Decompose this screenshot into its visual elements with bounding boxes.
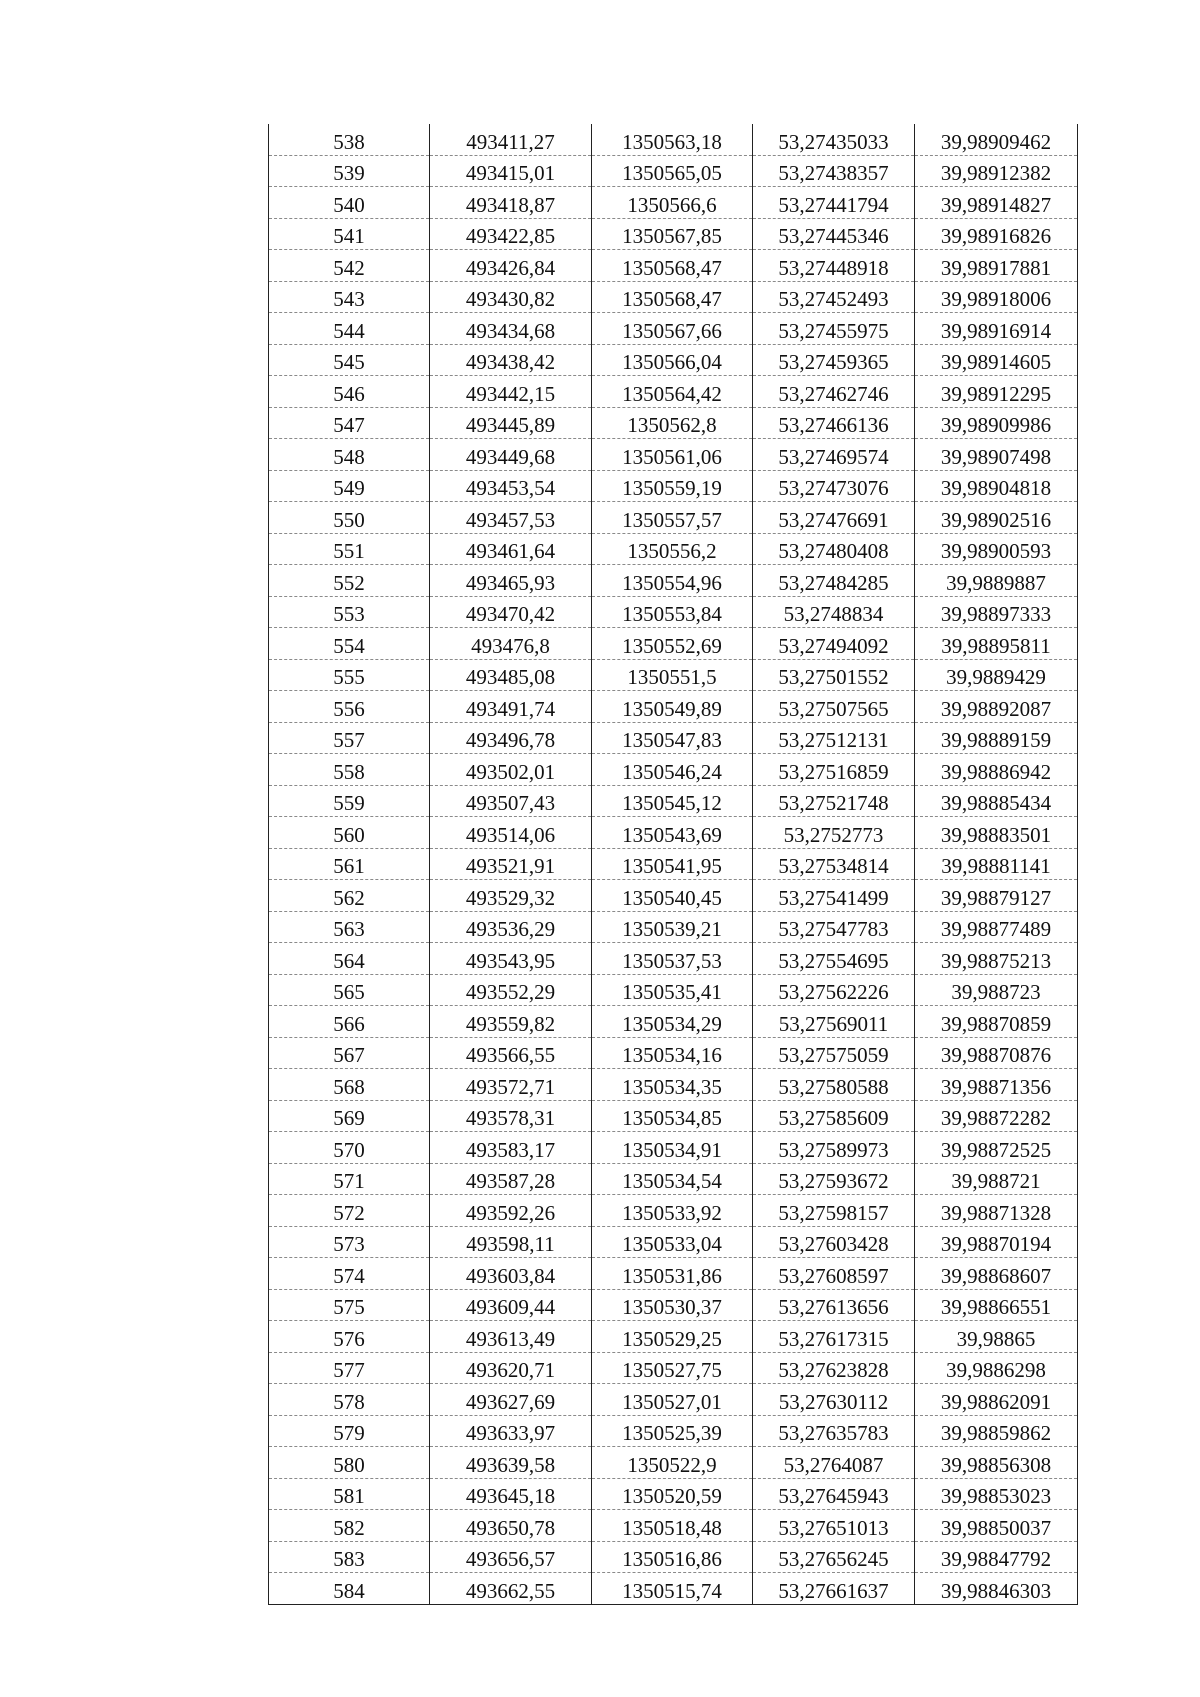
y-coordinate-cell: 1350540,45 (592, 880, 753, 912)
longitude-cell: 39,98916826 (915, 218, 1078, 250)
x-coordinate-cell: 493476,8 (430, 628, 592, 660)
table-row (269, 281, 1078, 313)
y-coordinate-cell: 1350554,96 (592, 565, 753, 597)
x-coordinate-cell: 493572,71 (430, 1069, 592, 1101)
latitude-cell: 53,27459365 (753, 344, 915, 376)
latitude-cell: 53,27441794 (753, 187, 915, 219)
x-coordinate-cell: 493633,97 (430, 1415, 592, 1447)
x-coordinate-cell: 493507,43 (430, 785, 592, 817)
table-row (269, 376, 1078, 408)
y-coordinate-cell: 1350529,25 (592, 1321, 753, 1353)
y-coordinate-cell: 1350546,24 (592, 754, 753, 786)
y-coordinate-cell: 1350547,83 (592, 722, 753, 754)
latitude-cell: 53,27462746 (753, 376, 915, 408)
x-coordinate-cell: 493603,84 (430, 1258, 592, 1290)
x-coordinate-cell: 493502,01 (430, 754, 592, 786)
x-coordinate-cell: 493453,54 (430, 470, 592, 502)
table-row (269, 1132, 1078, 1164)
longitude-cell: 39,98872525 (915, 1132, 1078, 1164)
point-number-cell: 552 (269, 565, 430, 597)
x-coordinate-cell: 493587,28 (430, 1163, 592, 1195)
longitude-cell: 39,98892087 (915, 691, 1078, 723)
table-row (269, 1384, 1078, 1416)
latitude-cell: 53,27613656 (753, 1289, 915, 1321)
x-coordinate-cell: 493598,11 (430, 1226, 592, 1258)
latitude-cell: 53,27635783 (753, 1415, 915, 1447)
longitude-cell: 39,9886298 (915, 1352, 1078, 1384)
y-coordinate-cell: 1350567,66 (592, 313, 753, 345)
latitude-cell: 53,27623828 (753, 1352, 915, 1384)
x-coordinate-cell: 493620,71 (430, 1352, 592, 1384)
longitude-cell: 39,98859862 (915, 1415, 1078, 1447)
table-row (269, 848, 1078, 880)
point-number-cell: 546 (269, 376, 430, 408)
x-coordinate-cell: 493434,68 (430, 313, 592, 345)
longitude-cell: 39,98885434 (915, 785, 1078, 817)
point-number-cell: 582 (269, 1510, 430, 1542)
y-coordinate-cell: 1350530,37 (592, 1289, 753, 1321)
point-number-cell: 572 (269, 1195, 430, 1227)
latitude-cell: 53,27534814 (753, 848, 915, 880)
point-number-cell: 548 (269, 439, 430, 471)
y-coordinate-cell: 1350534,54 (592, 1163, 753, 1195)
latitude-cell: 53,27512131 (753, 722, 915, 754)
point-number-cell: 569 (269, 1100, 430, 1132)
latitude-cell: 53,27448918 (753, 250, 915, 282)
longitude-cell: 39,98871328 (915, 1195, 1078, 1227)
latitude-cell: 53,27603428 (753, 1226, 915, 1258)
point-number-cell: 567 (269, 1037, 430, 1069)
latitude-cell: 53,27651013 (753, 1510, 915, 1542)
latitude-cell: 53,27494092 (753, 628, 915, 660)
table-row (269, 1573, 1078, 1605)
longitude-cell: 39,98916914 (915, 313, 1078, 345)
x-coordinate-cell: 493656,57 (430, 1541, 592, 1573)
table-row (269, 565, 1078, 597)
longitude-cell: 39,98902516 (915, 502, 1078, 534)
x-coordinate-cell: 493422,85 (430, 218, 592, 250)
table-row (269, 344, 1078, 376)
longitude-cell: 39,98847792 (915, 1541, 1078, 1573)
y-coordinate-cell: 1350541,95 (592, 848, 753, 880)
point-number-cell: 542 (269, 250, 430, 282)
latitude-cell: 53,27484285 (753, 565, 915, 597)
x-coordinate-cell: 493496,78 (430, 722, 592, 754)
point-number-cell: 541 (269, 218, 430, 250)
longitude-cell: 39,988723 (915, 974, 1078, 1006)
table-row (269, 502, 1078, 534)
longitude-cell: 39,98870859 (915, 1006, 1078, 1038)
table-row (269, 1163, 1078, 1195)
x-coordinate-cell: 493662,55 (430, 1573, 592, 1605)
y-coordinate-cell: 1350543,69 (592, 817, 753, 849)
latitude-cell: 53,27661637 (753, 1573, 915, 1605)
x-coordinate-cell: 493609,44 (430, 1289, 592, 1321)
table-row (269, 1510, 1078, 1542)
point-number-cell: 568 (269, 1069, 430, 1101)
y-coordinate-cell: 1350562,8 (592, 407, 753, 439)
latitude-cell: 53,2752773 (753, 817, 915, 849)
y-coordinate-cell: 1350566,6 (592, 187, 753, 219)
table-row (269, 1415, 1078, 1447)
table-row (269, 218, 1078, 250)
longitude-cell: 39,98912382 (915, 155, 1078, 187)
latitude-cell: 53,27630112 (753, 1384, 915, 1416)
x-coordinate-cell: 493430,82 (430, 281, 592, 313)
table-row (269, 124, 1078, 155)
table-row (269, 974, 1078, 1006)
latitude-cell: 53,27476691 (753, 502, 915, 534)
longitude-cell: 39,98912295 (915, 376, 1078, 408)
longitude-cell: 39,98862091 (915, 1384, 1078, 1416)
x-coordinate-cell: 493449,68 (430, 439, 592, 471)
latitude-cell: 53,27480408 (753, 533, 915, 565)
latitude-cell: 53,27593672 (753, 1163, 915, 1195)
latitude-cell: 53,27445346 (753, 218, 915, 250)
point-number-cell: 540 (269, 187, 430, 219)
latitude-cell: 53,27541499 (753, 880, 915, 912)
table-row (269, 439, 1078, 471)
y-coordinate-cell: 1350516,86 (592, 1541, 753, 1573)
latitude-cell: 53,27507565 (753, 691, 915, 723)
longitude-cell: 39,98870876 (915, 1037, 1078, 1069)
point-number-cell: 544 (269, 313, 430, 345)
longitude-cell: 39,98914605 (915, 344, 1078, 376)
latitude-cell: 53,27585609 (753, 1100, 915, 1132)
x-coordinate-cell: 493578,31 (430, 1100, 592, 1132)
point-number-cell: 576 (269, 1321, 430, 1353)
latitude-cell: 53,27473076 (753, 470, 915, 502)
coordinates-table (268, 124, 1078, 1605)
latitude-cell: 53,27656245 (753, 1541, 915, 1573)
y-coordinate-cell: 1350563,18 (592, 124, 753, 155)
latitude-cell: 53,27575059 (753, 1037, 915, 1069)
point-number-cell: 575 (269, 1289, 430, 1321)
y-coordinate-cell: 1350551,5 (592, 659, 753, 691)
y-coordinate-cell: 1350556,2 (592, 533, 753, 565)
latitude-cell: 53,2748834 (753, 596, 915, 628)
point-number-cell: 580 (269, 1447, 430, 1479)
point-number-cell: 574 (269, 1258, 430, 1290)
latitude-cell: 53,27562226 (753, 974, 915, 1006)
x-coordinate-cell: 493470,42 (430, 596, 592, 628)
longitude-cell: 39,98914827 (915, 187, 1078, 219)
longitude-cell: 39,98875213 (915, 943, 1078, 975)
x-coordinate-cell: 493559,82 (430, 1006, 592, 1038)
table-row (269, 250, 1078, 282)
y-coordinate-cell: 1350534,16 (592, 1037, 753, 1069)
latitude-cell: 53,2764087 (753, 1447, 915, 1479)
latitude-cell: 53,27547783 (753, 911, 915, 943)
table-row (269, 880, 1078, 912)
x-coordinate-cell: 493457,53 (430, 502, 592, 534)
x-coordinate-cell: 493491,74 (430, 691, 592, 723)
x-coordinate-cell: 493583,17 (430, 1132, 592, 1164)
longitude-cell: 39,98877489 (915, 911, 1078, 943)
y-coordinate-cell: 1350537,53 (592, 943, 753, 975)
longitude-cell: 39,98904818 (915, 470, 1078, 502)
y-coordinate-cell: 1350531,86 (592, 1258, 753, 1290)
table-row (269, 1289, 1078, 1321)
x-coordinate-cell: 493627,69 (430, 1384, 592, 1416)
point-number-cell: 563 (269, 911, 430, 943)
x-coordinate-cell: 493552,29 (430, 974, 592, 1006)
table-row (269, 1321, 1078, 1353)
latitude-cell: 53,27455975 (753, 313, 915, 345)
table-row (269, 659, 1078, 691)
table-row (269, 1037, 1078, 1069)
longitude-cell: 39,98846303 (915, 1573, 1078, 1605)
latitude-cell: 53,27554695 (753, 943, 915, 975)
point-number-cell: 570 (269, 1132, 430, 1164)
y-coordinate-cell: 1350534,85 (592, 1100, 753, 1132)
point-number-cell: 554 (269, 628, 430, 660)
table-row (269, 187, 1078, 219)
longitude-cell: 39,98897333 (915, 596, 1078, 628)
y-coordinate-cell: 1350534,29 (592, 1006, 753, 1038)
y-coordinate-cell: 1350564,42 (592, 376, 753, 408)
longitude-cell: 39,98900593 (915, 533, 1078, 565)
y-coordinate-cell: 1350567,85 (592, 218, 753, 250)
x-coordinate-cell: 493426,84 (430, 250, 592, 282)
point-number-cell: 538 (269, 124, 430, 155)
point-number-cell: 560 (269, 817, 430, 849)
longitude-cell: 39,98856308 (915, 1447, 1078, 1479)
y-coordinate-cell: 1350559,19 (592, 470, 753, 502)
x-coordinate-cell: 493418,87 (430, 187, 592, 219)
point-number-cell: 579 (269, 1415, 430, 1447)
x-coordinate-cell: 493445,89 (430, 407, 592, 439)
longitude-cell: 39,98895811 (915, 628, 1078, 660)
point-number-cell: 545 (269, 344, 430, 376)
point-number-cell: 566 (269, 1006, 430, 1038)
table-row (269, 1100, 1078, 1132)
latitude-cell: 53,27608597 (753, 1258, 915, 1290)
longitude-cell: 39,98907498 (915, 439, 1078, 471)
table-row (269, 1352, 1078, 1384)
table-row (269, 1478, 1078, 1510)
point-number-cell: 555 (269, 659, 430, 691)
point-number-cell: 565 (269, 974, 430, 1006)
table-row (269, 155, 1078, 187)
longitude-cell: 39,98883501 (915, 817, 1078, 849)
point-number-cell: 543 (269, 281, 430, 313)
point-number-cell: 573 (269, 1226, 430, 1258)
y-coordinate-cell: 1350527,75 (592, 1352, 753, 1384)
table-row (269, 313, 1078, 345)
x-coordinate-cell: 493514,06 (430, 817, 592, 849)
latitude-cell: 53,27580588 (753, 1069, 915, 1101)
longitude-cell: 39,98866551 (915, 1289, 1078, 1321)
x-coordinate-cell: 493613,49 (430, 1321, 592, 1353)
table-row (269, 943, 1078, 975)
point-number-cell: 559 (269, 785, 430, 817)
latitude-cell: 53,27598157 (753, 1195, 915, 1227)
latitude-cell: 53,27466136 (753, 407, 915, 439)
x-coordinate-cell: 493521,91 (430, 848, 592, 880)
point-number-cell: 553 (269, 596, 430, 628)
table-row (269, 1541, 1078, 1573)
longitude-cell: 39,98909986 (915, 407, 1078, 439)
longitude-cell: 39,98909462 (915, 124, 1078, 155)
x-coordinate-cell: 493639,58 (430, 1447, 592, 1479)
latitude-cell: 53,27501552 (753, 659, 915, 691)
y-coordinate-cell: 1350568,47 (592, 250, 753, 282)
table-row (269, 722, 1078, 754)
x-coordinate-cell: 493645,18 (430, 1478, 592, 1510)
table-row (269, 817, 1078, 849)
point-number-cell: 577 (269, 1352, 430, 1384)
point-number-cell: 539 (269, 155, 430, 187)
longitude-cell: 39,98865 (915, 1321, 1078, 1353)
table-row (269, 1447, 1078, 1479)
table-row (269, 911, 1078, 943)
point-number-cell: 550 (269, 502, 430, 534)
latitude-cell: 53,27435033 (753, 124, 915, 155)
longitude-cell: 39,98872282 (915, 1100, 1078, 1132)
latitude-cell: 53,27452493 (753, 281, 915, 313)
longitude-cell: 39,98879127 (915, 880, 1078, 912)
latitude-cell: 53,27521748 (753, 785, 915, 817)
table-row (269, 407, 1078, 439)
y-coordinate-cell: 1350522,9 (592, 1447, 753, 1479)
y-coordinate-cell: 1350534,91 (592, 1132, 753, 1164)
x-coordinate-cell: 493650,78 (430, 1510, 592, 1542)
point-number-cell: 556 (269, 691, 430, 723)
x-coordinate-cell: 493442,15 (430, 376, 592, 408)
x-coordinate-cell: 493566,55 (430, 1037, 592, 1069)
table-row (269, 691, 1078, 723)
point-number-cell: 547 (269, 407, 430, 439)
longitude-cell: 39,98850037 (915, 1510, 1078, 1542)
table-row (269, 470, 1078, 502)
longitude-cell: 39,98870194 (915, 1226, 1078, 1258)
longitude-cell: 39,98886942 (915, 754, 1078, 786)
table-row (269, 1069, 1078, 1101)
y-coordinate-cell: 1350525,39 (592, 1415, 753, 1447)
x-coordinate-cell: 493411,27 (430, 124, 592, 155)
point-number-cell: 549 (269, 470, 430, 502)
y-coordinate-cell: 1350545,12 (592, 785, 753, 817)
y-coordinate-cell: 1350552,69 (592, 628, 753, 660)
x-coordinate-cell: 493461,64 (430, 533, 592, 565)
longitude-cell: 39,98871356 (915, 1069, 1078, 1101)
latitude-cell: 53,27617315 (753, 1321, 915, 1353)
point-number-cell: 557 (269, 722, 430, 754)
longitude-cell: 39,9889887 (915, 565, 1078, 597)
longitude-cell: 39,98918006 (915, 281, 1078, 313)
point-number-cell: 581 (269, 1478, 430, 1510)
y-coordinate-cell: 1350527,01 (592, 1384, 753, 1416)
table-row (269, 1006, 1078, 1038)
longitude-cell: 39,988721 (915, 1163, 1078, 1195)
y-coordinate-cell: 1350565,05 (592, 155, 753, 187)
y-coordinate-cell: 1350549,89 (592, 691, 753, 723)
x-coordinate-cell: 493543,95 (430, 943, 592, 975)
y-coordinate-cell: 1350568,47 (592, 281, 753, 313)
longitude-cell: 39,98868607 (915, 1258, 1078, 1290)
point-number-cell: 584 (269, 1573, 430, 1605)
point-number-cell: 564 (269, 943, 430, 975)
longitude-cell: 39,98853023 (915, 1478, 1078, 1510)
y-coordinate-cell: 1350539,21 (592, 911, 753, 943)
x-coordinate-cell: 493485,08 (430, 659, 592, 691)
table-row (269, 1258, 1078, 1290)
y-coordinate-cell: 1350534,35 (592, 1069, 753, 1101)
table-row (269, 628, 1078, 660)
y-coordinate-cell: 1350566,04 (592, 344, 753, 376)
y-coordinate-cell: 1350520,59 (592, 1478, 753, 1510)
table-row (269, 754, 1078, 786)
longitude-cell: 39,98917881 (915, 250, 1078, 282)
y-coordinate-cell: 1350553,84 (592, 596, 753, 628)
x-coordinate-cell: 493438,42 (430, 344, 592, 376)
point-number-cell: 561 (269, 848, 430, 880)
longitude-cell: 39,98881141 (915, 848, 1078, 880)
x-coordinate-cell: 493465,93 (430, 565, 592, 597)
point-number-cell: 583 (269, 1541, 430, 1573)
latitude-cell: 53,27516859 (753, 754, 915, 786)
x-coordinate-cell: 493592,26 (430, 1195, 592, 1227)
table-row (269, 785, 1078, 817)
y-coordinate-cell: 1350535,41 (592, 974, 753, 1006)
x-coordinate-cell: 493529,32 (430, 880, 592, 912)
latitude-cell: 53,27569011 (753, 1006, 915, 1038)
table-row (269, 1195, 1078, 1227)
x-coordinate-cell: 493415,01 (430, 155, 592, 187)
longitude-cell: 39,98889159 (915, 722, 1078, 754)
y-coordinate-cell: 1350557,57 (592, 502, 753, 534)
point-number-cell: 562 (269, 880, 430, 912)
latitude-cell: 53,27469574 (753, 439, 915, 471)
coordinates-table-body (269, 124, 1078, 1604)
point-number-cell: 571 (269, 1163, 430, 1195)
latitude-cell: 53,27589973 (753, 1132, 915, 1164)
x-coordinate-cell: 493536,29 (430, 911, 592, 943)
latitude-cell: 53,27438357 (753, 155, 915, 187)
y-coordinate-cell: 1350561,06 (592, 439, 753, 471)
table-row (269, 596, 1078, 628)
point-number-cell: 578 (269, 1384, 430, 1416)
latitude-cell: 53,27645943 (753, 1478, 915, 1510)
y-coordinate-cell: 1350515,74 (592, 1573, 753, 1605)
y-coordinate-cell: 1350533,92 (592, 1195, 753, 1227)
table-row (269, 1226, 1078, 1258)
y-coordinate-cell: 1350518,48 (592, 1510, 753, 1542)
point-number-cell: 558 (269, 754, 430, 786)
point-number-cell: 551 (269, 533, 430, 565)
longitude-cell: 39,9889429 (915, 659, 1078, 691)
y-coordinate-cell: 1350533,04 (592, 1226, 753, 1258)
table-row (269, 533, 1078, 565)
